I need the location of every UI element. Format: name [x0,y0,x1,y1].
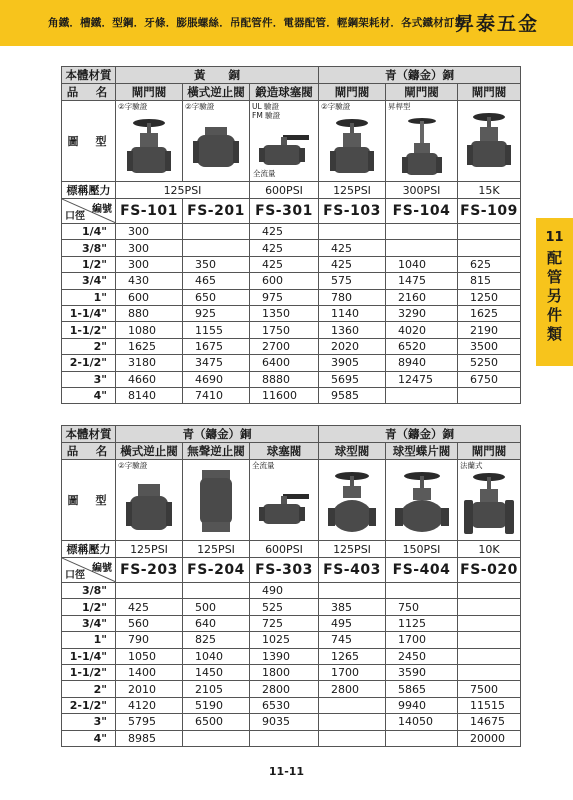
price-cell: 1265 [319,648,386,664]
diameter-label: 口徑 [65,570,85,581]
price-cell [183,583,250,599]
model-code: FS-104 [386,199,458,224]
price-cell: 2800 [250,681,319,697]
valve-image-cell [319,460,386,541]
price-cell: 6400 [250,355,319,371]
valve-name: 閘門閥 [458,84,521,101]
valve-name: 閘門閥 [386,84,458,101]
size-cell: 2" [62,681,116,697]
pressure-value: 125PSI [183,541,250,558]
valve-image-cell [250,460,319,541]
price-cell [458,583,521,599]
price-cell [386,240,458,256]
price-cell: 6750 [458,371,521,387]
price-cell: 425 [250,224,319,240]
silent-check-valve-image [196,468,236,534]
size-cell: 2-1/2" [62,697,116,713]
name-label: 品 名 [62,84,116,101]
price-cell: 525 [250,599,319,615]
price-cell: 1750 [250,322,319,338]
price-cell: 3180 [116,355,183,371]
price-cell [319,730,386,746]
section-number: 11 [545,230,564,245]
price-cell: 425 [250,240,319,256]
table-row [62,664,521,680]
table-row [62,322,521,338]
cert-note: 法蘭式 [460,461,483,470]
price-cell: 5250 [458,355,521,371]
material-label: 本體材質 [62,67,116,84]
price-cell [319,583,386,599]
size-cell: 3/4" [62,615,116,631]
valve-name: 橫式逆止閥 [116,443,183,460]
price-cell: 745 [319,632,386,648]
price-cell: 1350 [250,305,319,321]
ball-valve-image [257,490,311,530]
valve-name: 閘門閥 [116,84,183,101]
price-cell: 425 [319,256,386,272]
price-cell: 750 [386,599,458,615]
table-row [62,714,521,730]
valve-image-cell [183,101,250,182]
price-cell: 385 [319,599,386,615]
pressure-value: 125PSI [116,541,183,558]
price-cell: 2105 [183,681,250,697]
size-cell: 2-1/2" [62,355,116,371]
price-cell: 1155 [183,322,250,338]
price-cell: 11515 [458,697,521,713]
price-cell: 1625 [116,338,183,354]
size-cell: 1" [62,632,116,648]
price-cell: 4020 [386,322,458,338]
model-code: FS-201 [183,199,250,224]
valve-image-cell [386,101,458,182]
price-cell: 1475 [386,273,458,289]
rising-stem-gate-valve-image [398,117,446,179]
price-cell [386,583,458,599]
price-cell: 625 [458,256,521,272]
price-cell: 560 [116,615,183,631]
check-valve-image [124,482,174,536]
valve-image-cell [116,101,183,182]
section-char: 配 [546,249,562,267]
price-cell: 9585 [319,387,386,403]
model-code: FS-403 [319,558,386,583]
price-cell: 425 [250,256,319,272]
material-group: 黃 銅 [116,67,319,84]
price-cell [386,730,458,746]
table-row [62,615,521,631]
top-banner [0,0,573,46]
price-cell: 495 [319,615,386,631]
valve-name: 鍛造球塞閥 [250,84,319,101]
valve-image-cell [319,101,386,182]
price-cell: 925 [183,305,250,321]
price-cell [183,240,250,256]
price-cell: 6500 [183,714,250,730]
material-group: 青（鑄金）銅 [319,67,521,84]
price-cell: 425 [319,240,386,256]
price-cell [116,583,183,599]
size-cell: 1-1/4" [62,305,116,321]
model-code: FS-204 [183,558,250,583]
model-code: FS-303 [250,558,319,583]
price-cell: 4660 [116,371,183,387]
section-char: 另 [546,287,562,305]
page-number: 11-11 [268,765,305,778]
price-cell: 1700 [386,632,458,648]
price-cell: 14050 [386,714,458,730]
table-row [62,305,521,321]
size-cell: 1-1/2" [62,664,116,680]
price-cell: 11600 [250,387,319,403]
size-cell: 4" [62,387,116,403]
pressure-value: 600PSI [250,182,319,199]
price-cell: 7500 [458,681,521,697]
table-row [62,648,521,664]
price-cell: 300 [116,240,183,256]
price-cell [386,224,458,240]
table-row [62,583,521,599]
pressure-value: 15K [458,182,521,199]
material-group: 青（鑄金）銅 [319,426,521,443]
price-cell: 815 [458,273,521,289]
size-cell: 1" [62,289,116,305]
price-cell: 1390 [250,648,319,664]
price-cell: 1050 [116,648,183,664]
valve-name: 球型蝶片閥 [386,443,458,460]
section-char: 件 [546,306,562,324]
valve-price-table-1 [61,66,521,404]
price-cell: 2700 [250,338,319,354]
price-cell: 1080 [116,322,183,338]
model-code: FS-103 [319,199,386,224]
table-row [62,355,521,371]
gate-valve-image [328,117,376,179]
table-row [62,240,521,256]
price-cell [458,599,521,615]
cert-note: 全流量 [252,461,275,470]
price-cell: 1250 [458,289,521,305]
valve-image-cell [386,460,458,541]
price-cell [458,615,521,631]
section-char: 管 [546,268,562,286]
pressure-value: 125PSI [116,182,250,199]
gate-valve-image [465,111,513,173]
table-row [62,681,521,697]
price-cell: 975 [250,289,319,305]
globe-valve-image [327,470,377,536]
table-row [62,371,521,387]
price-cell: 1625 [458,305,521,321]
globe-disc-valve-image [394,470,450,536]
cert-note: 昇桿型 [388,102,411,111]
model-code: FS-101 [116,199,183,224]
size-cell: 1/2" [62,599,116,615]
price-cell: 1040 [183,648,250,664]
price-cell: 600 [116,289,183,305]
valve-name: 無聲逆止閥 [183,443,250,460]
valve-image-cell [458,460,521,541]
price-cell: 300 [116,224,183,240]
price-cell: 8880 [250,371,319,387]
price-cell [458,224,521,240]
price-cell: 2450 [386,648,458,664]
model-code: FS-203 [116,558,183,583]
valve-image-cell [183,460,250,541]
section-char: 類 [546,325,562,343]
check-valve-image [191,123,241,173]
code-label: 編號 [92,563,112,574]
price-cell [183,730,250,746]
cert-note: UL 驗證 FM 驗證 [252,102,281,120]
price-cell: 1700 [319,664,386,680]
price-cell: 1140 [319,305,386,321]
category-list: 角鐵．槽鐵．型鋼．牙條．膨脹螺絲．吊配管件．電器配管．輕鋼架耗材．各式鐵材訂製 [48,17,466,29]
valve-name: 球塞閥 [250,443,319,460]
price-cell: 490 [250,583,319,599]
price-cell: 1675 [183,338,250,354]
pressure-label: 標稱壓力 [62,541,116,558]
price-cell: 5695 [319,371,386,387]
table-row [62,289,521,305]
model-code: FS-020 [458,558,521,583]
price-cell [458,648,521,664]
price-cell: 880 [116,305,183,321]
table-row [62,697,521,713]
model-code: FS-301 [250,199,319,224]
price-cell: 1400 [116,664,183,680]
size-cell: 1-1/4" [62,648,116,664]
price-cell: 1025 [250,632,319,648]
ball-valve-image [257,131,311,171]
price-cell: 300 [116,256,183,272]
cert-note: ②字驗證 [118,461,148,470]
price-cell: 8140 [116,387,183,403]
material-group: 青（鑄金）銅 [116,426,319,443]
valve-price-table-2 [61,425,521,747]
price-cell: 4690 [183,371,250,387]
type-label: 圖 型 [62,101,116,182]
size-cell: 4" [62,730,116,746]
price-cell: 2800 [319,681,386,697]
size-cell: 3/4" [62,273,116,289]
model-code: FS-404 [386,558,458,583]
size-cell: 3/8" [62,240,116,256]
price-cell: 650 [183,289,250,305]
price-cell: 825 [183,632,250,648]
price-cell [458,240,521,256]
price-cell: 3290 [386,305,458,321]
price-cell: 5865 [386,681,458,697]
code-diameter-header [62,199,116,224]
price-cell: 5795 [116,714,183,730]
price-cell: 8985 [116,730,183,746]
price-cell [319,697,386,713]
price-cell: 1450 [183,664,250,680]
pressure-value: 125PSI [319,541,386,558]
price-cell: 425 [116,599,183,615]
price-cell: 1360 [319,322,386,338]
price-cell: 3590 [386,664,458,680]
table-row [62,632,521,648]
price-cell: 1800 [250,664,319,680]
pressure-value: 150PSI [386,541,458,558]
size-cell: 2" [62,338,116,354]
pressure-label: 標稱壓力 [62,182,116,199]
price-cell: 575 [319,273,386,289]
price-cell: 350 [183,256,250,272]
flanged-gate-valve-image [462,472,516,538]
price-cell: 6530 [250,697,319,713]
price-cell: 9940 [386,697,458,713]
price-cell: 3905 [319,355,386,371]
pressure-value: 600PSI [250,541,319,558]
full-flow-note: 全流量 [253,169,276,178]
size-cell: 3" [62,371,116,387]
price-cell: 12475 [386,371,458,387]
price-cell: 1125 [386,615,458,631]
type-label: 圖 型 [62,460,116,541]
table-row [62,338,521,354]
price-cell [183,224,250,240]
diameter-label: 口徑 [65,211,85,222]
price-cell: 7410 [183,387,250,403]
price-cell [319,714,386,730]
price-cell: 5190 [183,697,250,713]
price-cell: 2020 [319,338,386,354]
model-code: FS-109 [458,199,521,224]
gate-valve-image [125,117,173,179]
pressure-value: 300PSI [386,182,458,199]
price-cell: 430 [116,273,183,289]
valve-name: 閘門閥 [319,84,386,101]
size-cell: 1-1/2" [62,322,116,338]
price-cell: 500 [183,599,250,615]
table-row [62,273,521,289]
valve-image-cell [116,460,183,541]
price-cell: 780 [319,289,386,305]
price-cell [458,664,521,680]
price-cell: 14675 [458,714,521,730]
price-cell: 8940 [386,355,458,371]
table-row [62,387,521,403]
valve-name: 橫式逆止閥 [183,84,250,101]
table-row [62,599,521,615]
price-cell: 790 [116,632,183,648]
name-label: 品 名 [62,443,116,460]
price-cell: 465 [183,273,250,289]
size-cell: 1/4" [62,224,116,240]
pressure-value: 125PSI [319,182,386,199]
table-row [62,224,521,240]
table-row [62,730,521,746]
valve-name: 閘門閥 [458,443,521,460]
size-cell: 1/2" [62,256,116,272]
price-cell: 1040 [386,256,458,272]
valve-image-cell [458,101,521,182]
section-side-tab [536,218,573,366]
price-cell: 9035 [250,714,319,730]
price-cell: 3475 [183,355,250,371]
price-cell [458,387,521,403]
price-cell: 725 [250,615,319,631]
price-cell [319,224,386,240]
valve-name: 球型閥 [319,443,386,460]
price-cell: 20000 [458,730,521,746]
price-cell: 4120 [116,697,183,713]
size-cell: 3/8" [62,583,116,599]
size-cell: 3" [62,714,116,730]
brand-name: 昇泰五金 [454,13,539,35]
cert-note: ②字驗證 [118,102,148,111]
code-diameter-header [62,558,116,583]
pressure-value: 10K [458,541,521,558]
code-label: 編號 [92,204,112,215]
price-cell [458,632,521,648]
price-cell: 3500 [458,338,521,354]
valve-image-cell [250,101,319,182]
cert-note: ②字驗證 [321,102,351,111]
price-cell: 2190 [458,322,521,338]
price-cell: 6520 [386,338,458,354]
price-cell: 2160 [386,289,458,305]
price-cell [250,730,319,746]
table-row [62,256,521,272]
cert-note: ②字驗證 [185,102,215,111]
material-label: 本體材質 [62,426,116,443]
price-cell [386,387,458,403]
price-cell: 640 [183,615,250,631]
price-cell: 2010 [116,681,183,697]
price-cell: 600 [250,273,319,289]
